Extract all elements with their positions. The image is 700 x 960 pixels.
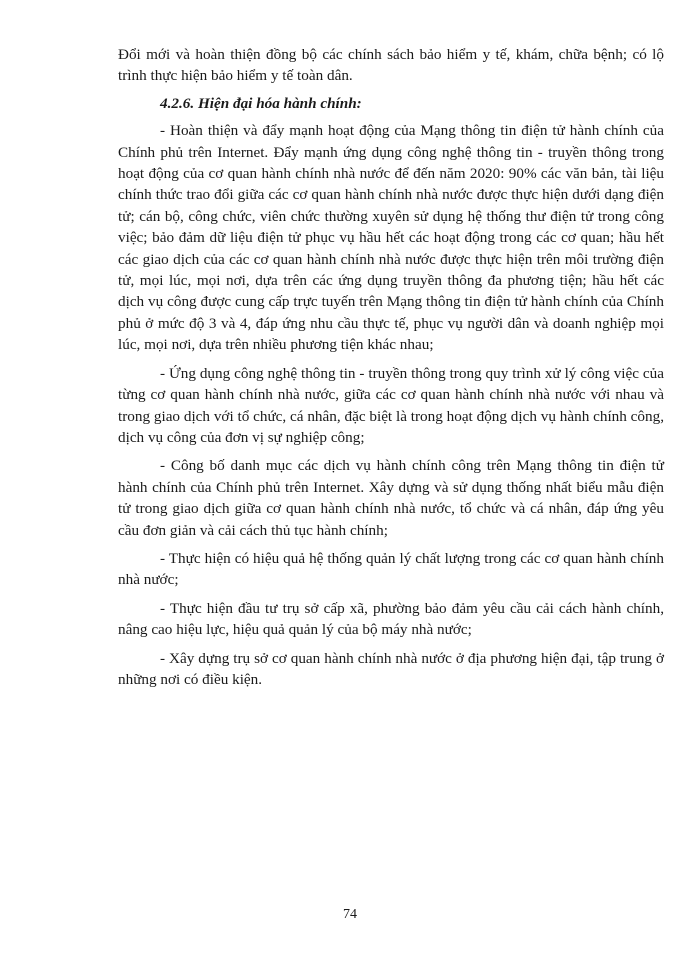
paragraph-1: - Hoàn thiện và đẩy mạnh hoạt động của Mạng thông tin điện tử hành chính của Chính phủ trên Internet. Đẩy mạnh ứng dụng công nghệ thông tin - truyền thông trong hoạt động của cơ quan hành chính nhà nước để đến năm 2020: 90% các văn bản, tài liệu chính thức trao đổi giữa các cơ quan hành chính nhà nước được thực hiện dưới dạng điện tử; cán bộ, công chức, viên chức thường xuyên sử dụng hệ thống thư điện tử trong công việc; bảo đảm dữ liệu điện tử phục vụ hầu hết các hoạt động trong các cơ quan; hầu hết các giao dịch của các cơ quan hành chính nhà nước được thực hiện trên môi trường điện tử, mọi lúc, mọi nơi, dựa trên các ứng dụng truyền thông đa phương tiện; hầu hết các dịch vụ công được cung cấp trực tuyến trên Mạng thông tin điện tử hành chính của Chính phủ ở mức độ 3 và 4, đáp ứng nhu cầu thực tế, phục vụ người dân và doanh nghiệp mọi lúc, mọi nơi, dựa trên nhiều phương tiện khác nhau;	[118, 122, 664, 354]
page-number: 74	[343, 907, 357, 922]
paragraph-2: - Ứng dụng công nghệ thông tin - truyền thông trong quy trình xử lý công việc của từng cơ quan hành chính nhà nước, giữa các cơ quan hành chính nhà nước với nhau và trong giao dịch với tổ chức, cá nhân, đặc biệt là trong hoạt động dịch vụ hành chính công, dịch vụ công của đơn vị sự nghiệp công;	[118, 364, 664, 446]
section-heading: 4.2.6. Hiện đại hóa hành chính:	[160, 94, 362, 112]
paragraph-3: - Công bố danh mục các dịch vụ hành chính công trên Mạng thông tin điện tử hành chính của Chính phủ trên Internet. Xây dựng và sử dụng thống nhất biểu mẫu điện tử trong giao dịch giữa cơ quan hành chính nhà nước, tổ chức và cá nhân, đáp ứng yêu cầu đơn giản và cải cách thủ tục hành chính;	[118, 457, 664, 539]
paragraph-6: - Xây dựng trụ sở cơ quan hành chính nhà nước ở địa phương hiện đại, tập trung ở những nơi có điều kiện.	[118, 649, 664, 688]
document-page	[118, 44, 664, 697]
paragraph-4: - Thực hiện có hiệu quả hệ thống quản lý chất lượng trong các cơ quan hành chính nhà nước;	[118, 549, 664, 589]
intro-paragraph: Đổi mới và hoàn thiện đồng bộ các chính sách bảo hiểm y tế, khám, chữa bệnh; có lộ trình thực hiện bảo hiểm y tế toàn dân.	[118, 46, 664, 85]
paragraph-5: - Thực hiện đầu tư trụ sở cấp xã, phường bảo đảm yêu cầu cải cách hành chính, nâng cao hiệu lực, hiệu quả quản lý của bộ máy nhà nước;	[118, 599, 664, 639]
